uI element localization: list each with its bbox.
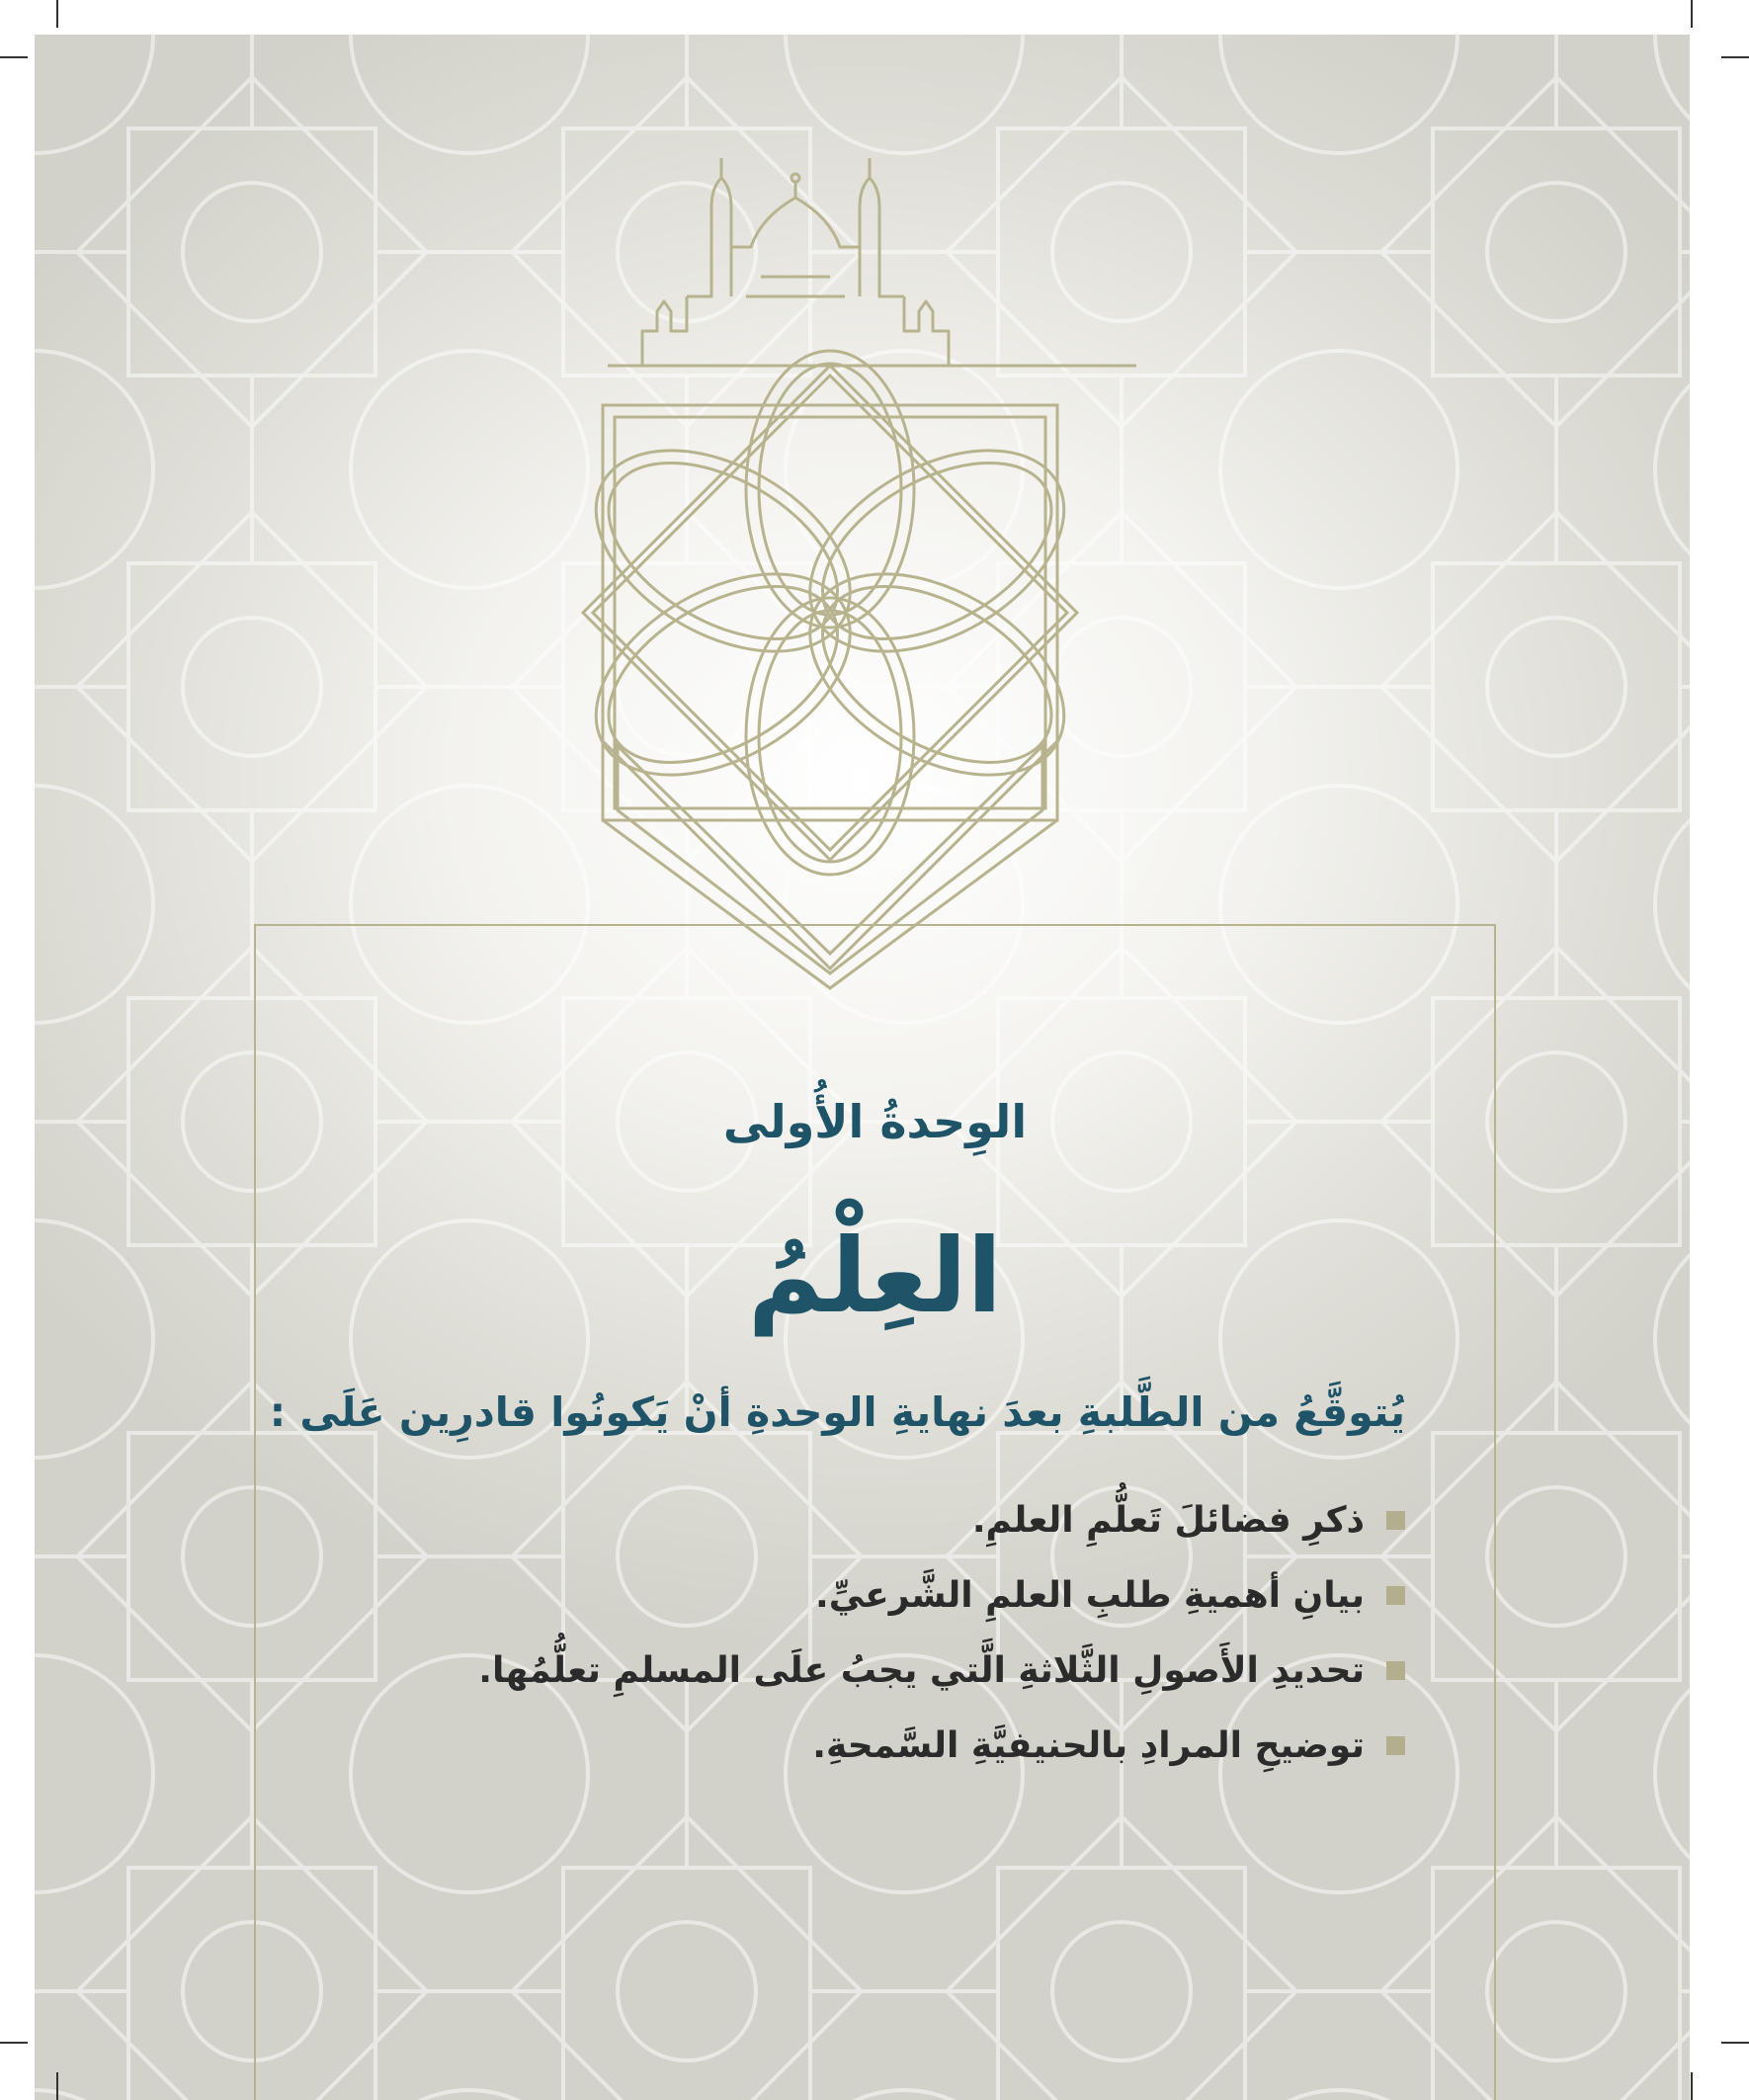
objective-text: بيانِ أهميةِ طلبِ العلمِ الشَّرعيِّ. <box>815 1574 1365 1616</box>
objective-text: ذكرِ فضائلَ تَعلُّمِ العلمِ. <box>971 1499 1365 1541</box>
objective-text: توضيحِ المرادِ بالحنيفيَّةِ السَّمحةِ. <box>812 1724 1365 1766</box>
unit-title: العِلْمُ <box>747 1216 1003 1336</box>
unit-label: الوِحدةُ الأُولى <box>722 1095 1028 1148</box>
objectives-list <box>254 1482 1405 1783</box>
square-bullet-icon <box>1386 1586 1405 1605</box>
mosque-rosette-emblem-icon <box>484 148 1176 1018</box>
list-item <box>254 1708 1405 1783</box>
list-item <box>254 1557 1405 1633</box>
list-item <box>254 1482 1405 1557</box>
objectives-intro: يُتوقَّعُ من الطَّلبةِ بعدَ نهايةِ الوحدةِ أنْ يَكونُوا قادرِين عَلَى : <box>269 1388 1405 1436</box>
square-bullet-icon <box>1386 1661 1405 1680</box>
square-bullet-icon <box>1386 1511 1405 1530</box>
square-bullet-icon <box>1386 1736 1405 1755</box>
list-item <box>254 1633 1405 1708</box>
objective-text: تحديدِ الأَصولِ الثَّلاثةِ الَّتي يجبُ علَى المسلمِ تعلُّمُها. <box>478 1649 1365 1691</box>
